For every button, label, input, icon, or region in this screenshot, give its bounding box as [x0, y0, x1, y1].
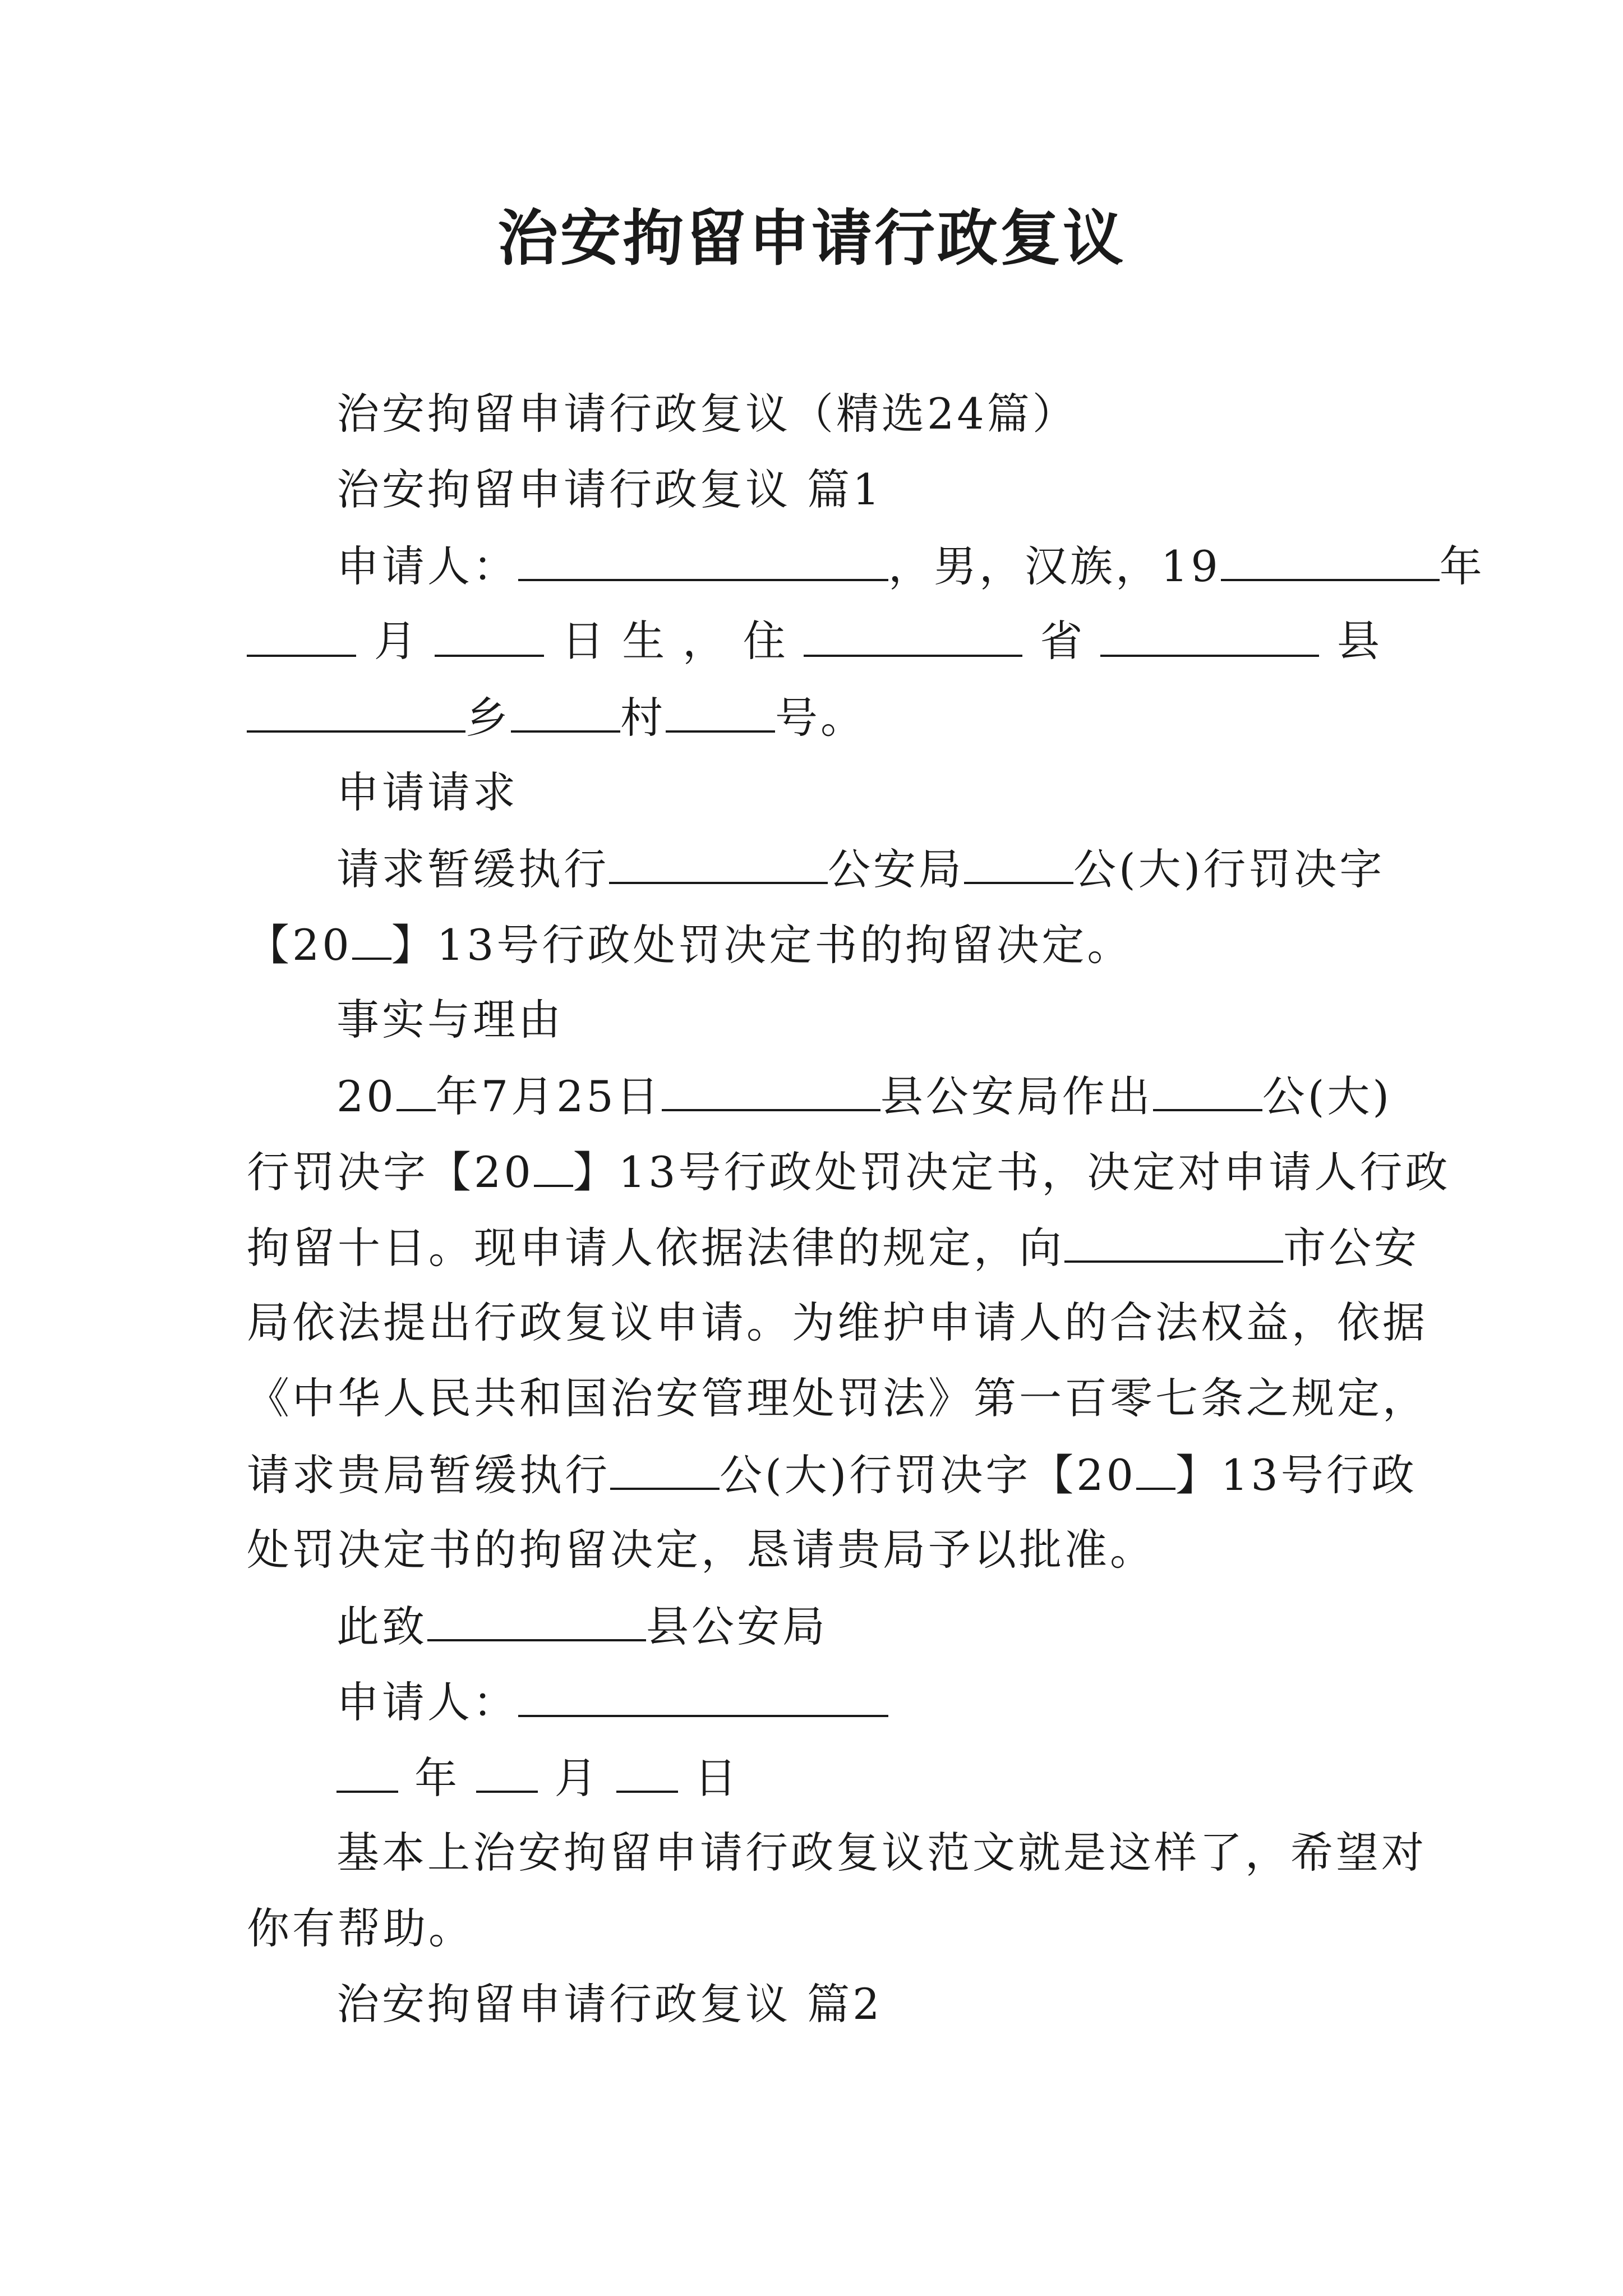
- request-bureau-text: 公安局: [828, 844, 964, 894]
- facts-line-3: [247, 1219, 1419, 1276]
- request-decision-blank: [964, 840, 1073, 884]
- date-year-blank: [336, 1749, 398, 1793]
- facts-line-4: 局依法提出行政复议申请。为维护申请人的合法权益，依据: [247, 1297, 1428, 1347]
- addressee-line: [336, 1598, 828, 1655]
- day-char: 日: [561, 616, 605, 666]
- facts-decision: 公(大): [1262, 1071, 1393, 1121]
- applicant-line: [336, 537, 1485, 595]
- facts-bureau: 县公安局作出: [880, 1071, 1153, 1121]
- facts-line-1: [336, 1068, 1392, 1125]
- village-line: [247, 689, 866, 746]
- facts-heading: 事实与理由: [336, 995, 564, 1045]
- facts-line-6-start: 请求贵局暂缓执行: [247, 1450, 610, 1500]
- facts-line-3-end: 市公安: [1283, 1223, 1419, 1273]
- facts-line-2: [247, 1143, 1450, 1200]
- township-char: 乡: [465, 693, 511, 743]
- born-char: 生: [622, 616, 665, 666]
- county-blank: [1100, 613, 1319, 657]
- request-text-start: 请求暂缓执行: [336, 844, 609, 894]
- request-line-2: [247, 916, 1132, 973]
- month-char: 月: [374, 616, 417, 666]
- signature-line: [336, 1673, 888, 1731]
- request-year-blank: [352, 916, 391, 960]
- county-char: 县: [1336, 616, 1380, 666]
- facts-decision-blank: [1153, 1068, 1262, 1111]
- facts-line-6-middle: 公(大)行罚决字【20: [720, 1450, 1137, 1500]
- day-blank: [435, 613, 544, 657]
- facts-line-7: 处罚决定书的拘留决定，恳请贵局予以批准。: [247, 1525, 1155, 1575]
- facts-line-1-start: 20: [336, 1071, 396, 1121]
- province-blank: [804, 613, 1022, 657]
- date-month-blank: [476, 1749, 538, 1793]
- number-char: 号。: [775, 693, 866, 743]
- request-line-1: [336, 840, 1385, 898]
- date-day-blank: [616, 1749, 678, 1793]
- facts-line-2-end: 】13号行政处罚决定书，决定对申请人行政: [573, 1147, 1451, 1197]
- signature-blank: [518, 1673, 888, 1717]
- facts-line-2-start: 行罚决字【20: [247, 1147, 534, 1197]
- comma-char: ，: [682, 616, 725, 666]
- name-blank: [518, 537, 888, 581]
- date-year: 年: [414, 1753, 460, 1803]
- province-char: 省: [1040, 616, 1083, 666]
- date-line: [336, 1749, 740, 1806]
- township-blank: [247, 689, 465, 733]
- facts-line-6-blank: [610, 1446, 720, 1490]
- request-decision-text: 公(大)行罚决字: [1073, 844, 1385, 894]
- addressee-start: 此致: [336, 1602, 427, 1651]
- facts-county-blank: [662, 1068, 880, 1111]
- section-2-heading: 治安拘留申请行政复议 篇2: [336, 1979, 883, 2029]
- section-1-heading: 治安拘留申请行政复议 篇1: [336, 464, 883, 514]
- applicant-label: 申请人：: [336, 541, 518, 591]
- request-bureau-blank: [609, 840, 828, 884]
- date-day: 日: [694, 1753, 740, 1803]
- request-line-2-end: 】13号行政处罚决定书的拘留决定。: [391, 920, 1133, 970]
- facts-line-6-year-blank: [1136, 1446, 1175, 1490]
- request-heading: 申请请求: [336, 767, 518, 817]
- village-blank: [511, 689, 620, 733]
- closing-line-2: 你有帮助。: [247, 1903, 474, 1953]
- birth-address-line: [247, 613, 1380, 669]
- year-char: 年: [1439, 541, 1485, 591]
- birth-year-blank: [1221, 537, 1440, 581]
- date-month: 月: [554, 1753, 600, 1803]
- document-title: 治安拘留申请行政复议: [497, 203, 1126, 274]
- facts-line-6: [247, 1446, 1417, 1503]
- facts-line-3-start: 拘留十日。现申请人依据法律的规定，向: [247, 1223, 1064, 1273]
- applicant-gender-ethnicity: ，男，汉族，19: [888, 541, 1221, 591]
- facts-line-2-blank: [534, 1143, 573, 1187]
- addressee-end: 县公安局: [646, 1602, 828, 1651]
- facts-city-blank: [1064, 1219, 1283, 1263]
- number-blank: [666, 689, 775, 733]
- document-subtitle: 治安拘留申请行政复议（精选24篇）: [336, 389, 1078, 439]
- signature-label: 申请人：: [336, 1677, 518, 1727]
- village-char: 村: [620, 693, 666, 743]
- month-blank: [247, 613, 356, 657]
- request-line-2-start: 【20: [247, 920, 352, 970]
- closing-line-1: 基本上治安拘留申请行政复议范文就是这样了，希望对: [336, 1828, 1427, 1878]
- facts-date: 年7月25日: [435, 1071, 662, 1121]
- facts-year-blank: [396, 1068, 436, 1111]
- facts-line-6-end: 】13号行政: [1175, 1450, 1417, 1500]
- facts-line-5: 《中华人民共和国治安管理处罚法》第一百零七条之规定，: [247, 1373, 1428, 1423]
- live-char: 住: [743, 616, 786, 666]
- addressee-county-blank: [427, 1598, 646, 1641]
